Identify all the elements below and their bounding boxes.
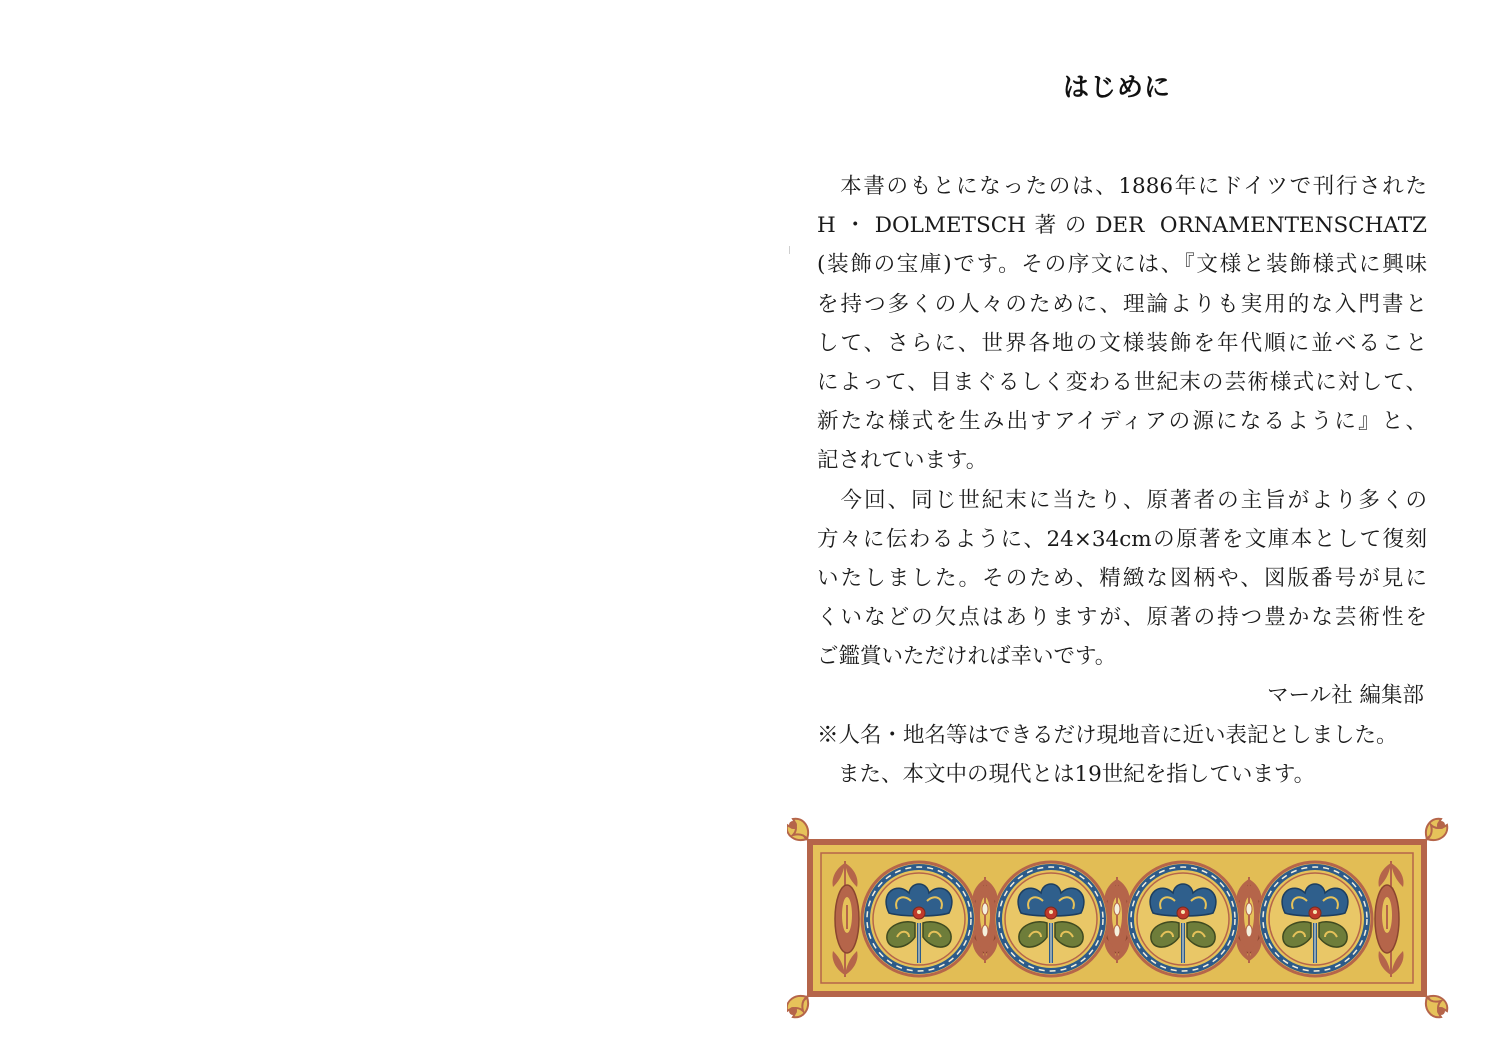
note-line: ※人名・地名等はできるだけ現地音に近い表記としました。 [817,722,1398,748]
paragraph1-line: によって、目まぐるしく変わる世紀末の芸術様式に対して、 [817,369,1427,395]
ornamental-border-band-icon [787,815,1450,1021]
paragraph2-line: 方々に伝わるように、24×34cmの原著を文庫本として復刻 [817,526,1427,552]
paragraph1-line: して、さらに、世界各地の文様装飾を年代順に並べること [817,330,1427,356]
page-title: はじめに [1063,73,1172,103]
paragraph1-line: (装飾の宝庫)です。その序文には、『文様と装飾様式に興味 [817,252,1427,278]
editorial-signature: マール社 編集部 [1267,683,1424,709]
paragraph2-line: いたしました。そのため、精緻な図柄や、図版番号が見に [817,565,1427,591]
paragraph1-line: H・DOLMETSCH著のDER ORNAMENTENSCHATZ [817,213,1427,239]
preface-text [817,167,1427,794]
paragraph2-line: くいなどの欠点はありますが、原著の持つ豊かな芸術性を [817,605,1427,631]
paragraph2-line: 今回、同じ世紀末に当たり、原著者の主旨がより多くの [817,487,1427,513]
note-line: また、本文中の現代とは19世紀を指しています。 [838,761,1316,787]
paragraph1-line: を持つ多くの人々のために、理論よりも実用的な入門書と [817,291,1427,317]
paragraph1-line: 本書のもとになったのは、1886年にドイツで刊行された [817,174,1427,199]
paragraph1-line: 記されています。 [817,448,988,474]
paragraph1-line: 新たな様式を生み出すアイディアの源になるように』と、 [817,409,1427,435]
paragraph2-line: ご鑑賞いただければ幸いです。 [817,644,1117,670]
